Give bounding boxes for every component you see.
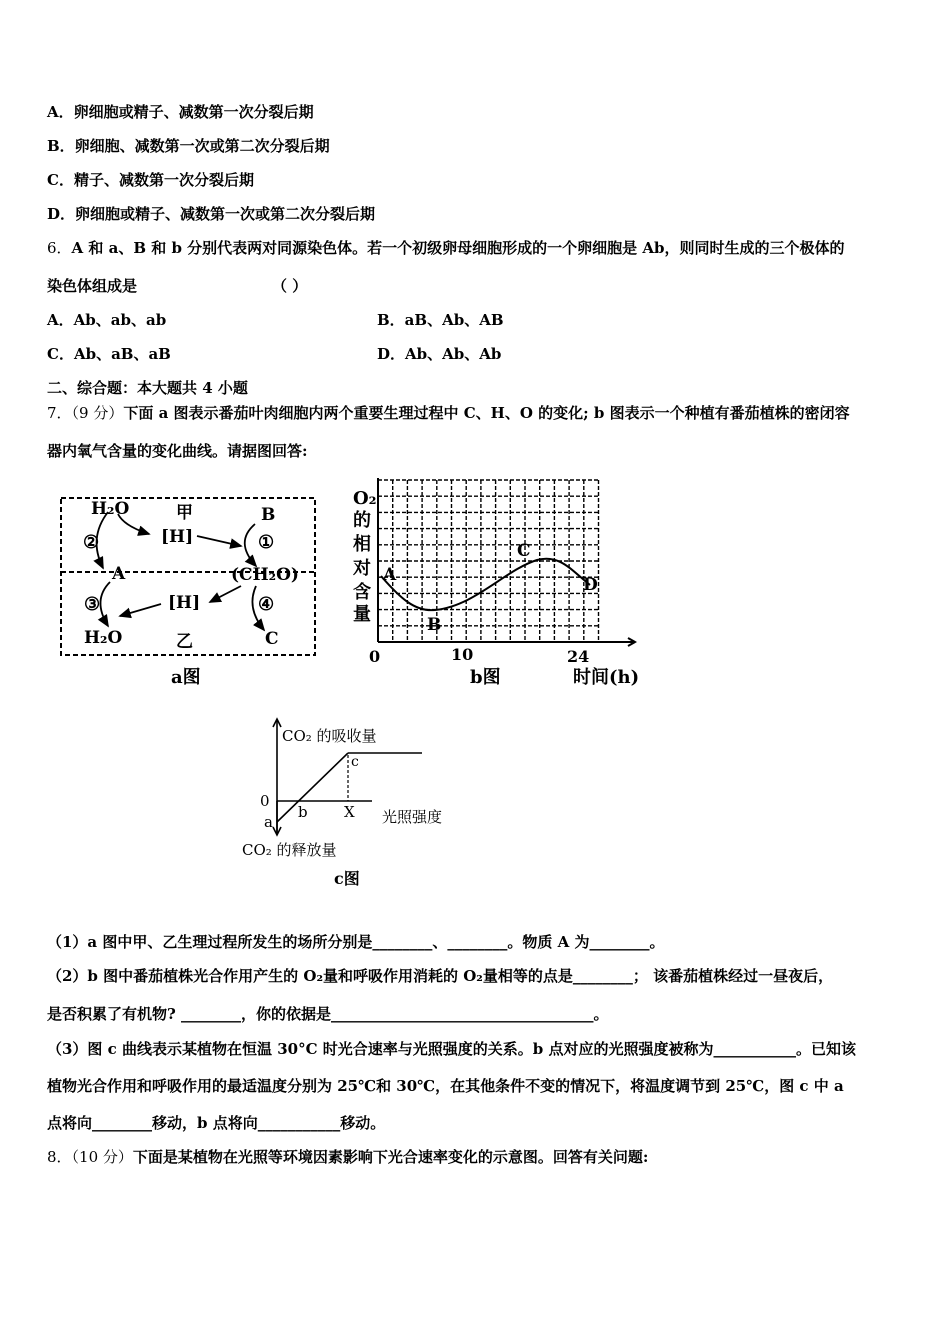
q7-sub2-line1: （2）b 图中番茄植株光合作用产生的 O₂量和呼吸作用消耗的 O₂量相等的点是________； 该番茄植株经过一昼夜后， xyxy=(47,967,834,985)
fig-a-circ4: ④ xyxy=(258,594,275,615)
fig-a-arrow-a-to-h2o xyxy=(100,582,110,626)
q7-sub2-line2: 是否积累了有机物? ________，你的依据是___________________________________。 xyxy=(47,1005,609,1023)
fig-b-ylabel-5: 量 xyxy=(353,604,371,625)
q6-option-b: B．aB、Ab、AB xyxy=(377,311,504,329)
fig-c-curve-rise xyxy=(277,753,348,822)
fig-b-xtick-0: 0 xyxy=(369,647,381,666)
fig-a-h2o-top: H₂O xyxy=(91,499,130,519)
fig-a-h-bottom: [H] xyxy=(168,593,201,613)
figure-c xyxy=(240,715,470,895)
q7-stem-line2: 器内氧气含量的变化曲线。请据图回答: xyxy=(47,442,308,460)
q6-stem-line2: 染色体组成是 xyxy=(47,277,138,295)
fig-b-curve xyxy=(381,559,590,610)
q6-answer-paren: （ ） xyxy=(272,277,308,295)
q6-stem-text: A 和 a、B 和 b 分别代表两对同源染色体。若一个初级卵母细胞形成的一个卵细胞是 Ab，则同时生成的三个极体的 xyxy=(71,239,845,257)
q7-stem-line1 xyxy=(47,403,850,423)
q8-number: 8． xyxy=(47,1148,72,1166)
fig-a-arrow-b-to-ch2o xyxy=(245,524,256,566)
q7-score: （9 分） xyxy=(71,404,124,422)
q6-option-d: D．Ab、Ab、Ab xyxy=(377,345,502,363)
q7-sub3-line3: 点将向________移动，b 点将向___________移动。 xyxy=(47,1114,386,1132)
fig-a-yi: 乙 xyxy=(176,632,193,652)
q7-sub3-line2: 植物光合作用和呼吸作用的最适温度分别为 25℃和 30℃，在其他条件不变的情况下，将温度调节到 25℃，图 c 中 a xyxy=(47,1077,844,1095)
q6-stem-line1 xyxy=(47,238,845,258)
fig-a-arrow-ch2o-to-h xyxy=(210,586,241,602)
q5-option-d: D．卵细胞或精子、减数第一次或第二次分裂后期 xyxy=(47,205,376,223)
fig-c-ylabel-bottom: CO₂ 的释放量 xyxy=(242,841,337,859)
fig-c-ylabel-top: CO₂ 的吸收量 xyxy=(282,727,377,745)
q5-option-b: B．卵细胞、减数第一次或第二次分裂后期 xyxy=(47,137,330,155)
fig-a-circ1: ① xyxy=(258,532,275,553)
fig-a-circ3: ③ xyxy=(84,594,101,615)
fig-a-arrow-h-bottom xyxy=(120,604,161,616)
fig-b-xtick-24: 24 xyxy=(567,647,590,666)
fig-c-x: X xyxy=(344,803,355,821)
fig-b-point-d: D xyxy=(583,575,598,595)
fig-b-xtick-10: 10 xyxy=(451,645,474,664)
fig-b-ylabel-3: 对 xyxy=(353,558,371,579)
fig-c-xlabel: 光照强度 xyxy=(382,808,443,826)
fig-a-ch2o: (CH₂O) xyxy=(231,565,299,585)
fig-b-ylabel-1: 的 xyxy=(353,510,371,531)
figure-b-grid xyxy=(378,480,599,642)
fig-b-ylabel-0: O₂ xyxy=(353,488,377,509)
q5-option-a: A．卵细胞或精子、减数第一次分裂后期 xyxy=(47,103,314,121)
fig-a-h-top: [H] xyxy=(161,527,194,547)
fig-a-circ2: ② xyxy=(83,532,100,553)
fig-a-arrow-h-top xyxy=(197,536,241,546)
fig-a-h2o-bottom: H₂O xyxy=(84,628,123,648)
figure-a xyxy=(58,490,320,690)
fig-a-a: A xyxy=(112,564,126,584)
fig-c-b: b xyxy=(298,803,308,821)
q8-stem-text: 下面是某植物在光照等环境因素影响下光合速率变化的示意图。回答有关问题: xyxy=(132,1148,649,1166)
fig-b-ylabel-4: 含 xyxy=(353,582,371,603)
q7-sub3-line1: （3）图 c 曲线表示某植物在恒温 30°C 时光合速率与光照强度的关系。b 点对应的光照强度被称为___________。已知该 xyxy=(47,1040,856,1058)
fig-b-point-c: C xyxy=(517,541,531,561)
fig-a-c: C xyxy=(265,629,279,649)
fig-b-point-a: A xyxy=(383,565,397,585)
fig-a-jia: 甲 xyxy=(176,503,193,523)
q8-stem xyxy=(47,1147,648,1167)
fig-a-caption: a图 xyxy=(171,667,201,688)
fig-b-ylabel xyxy=(353,488,377,625)
fig-c-a: a xyxy=(264,813,273,831)
fig-b-xlabel: 时间(h) xyxy=(573,667,640,688)
fig-c-c: c xyxy=(351,754,359,770)
q6-number: 6． xyxy=(47,239,72,257)
fig-b-ylabel-2: 相 xyxy=(353,534,371,555)
fig-c-zero: 0 xyxy=(260,792,270,810)
fig-b-point-b: B xyxy=(427,615,442,635)
section-title: 二、综合题：本大题共 4 小题 xyxy=(47,379,248,397)
q6-option-c: C．Ab、aB、aB xyxy=(47,345,171,363)
q5-option-c: C．精子、减数第一次分裂后期 xyxy=(47,171,254,189)
fig-b-caption: b图 xyxy=(470,667,501,688)
figure-b xyxy=(345,470,650,692)
q6-option-a: A．Ab、ab、ab xyxy=(47,311,167,329)
q7-sub1: （1）a 图中甲、乙生理过程所发生的场所分别是________、________。物质 A 为________。 xyxy=(47,933,665,951)
q7-number: 7． xyxy=(47,404,72,422)
q8-score: （10 分） xyxy=(71,1148,133,1166)
fig-a-b: B xyxy=(261,505,276,525)
fig-c-caption: c图 xyxy=(334,869,360,888)
q7-stem-text: 下面 a 图表示番茄叶肉细胞内两个重要生理过程中 C、H、O 的变化; b 图表示一个种植有番茄植株的密闭容 xyxy=(123,404,850,422)
